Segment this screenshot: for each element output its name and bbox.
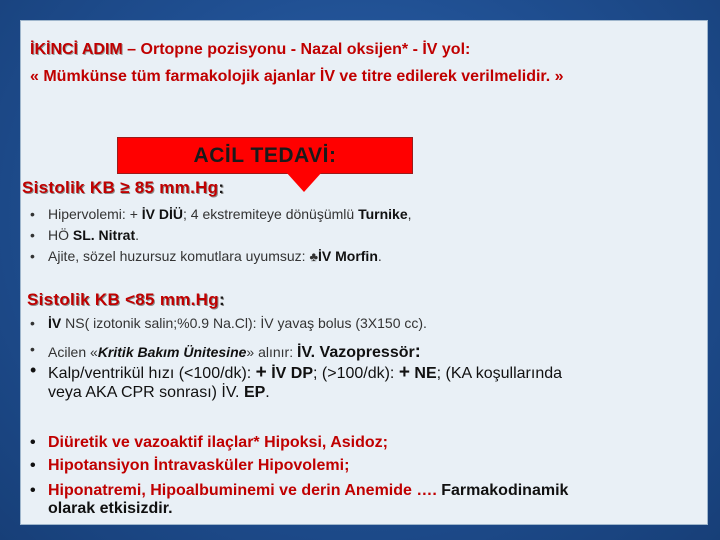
bullet-icon: • (30, 360, 37, 380)
item-text: ; 4 ekstremiteye dönüşümlü (183, 206, 359, 222)
section1-heading (22, 178, 224, 198)
item-text: . (377, 248, 382, 264)
item-text: Hiponatremi, Hipoalbuminemi ve derin Anemide …. (48, 482, 437, 499)
item-text: . (265, 384, 270, 401)
item-bold: İV DİÜ (141, 206, 183, 222)
intro-line-1-text: – Ortopne pozisyonu - Nazal oksijen* - İV yol: (122, 41, 471, 58)
down-arrow-icon (286, 172, 322, 192)
section2-heading-text: Sistolik KB <85 mm.Hg (27, 290, 219, 309)
item-text: NS( izotonik salin;%0.9 Na.Cl): İV yavaş bolus (3X150 cc). (61, 315, 427, 331)
list-item-continuation (48, 500, 173, 518)
item-bold: SL. Nitrat (72, 227, 136, 243)
item-italic: Kritik Bakım Ünitesine (97, 344, 247, 360)
item-bold: : (414, 341, 421, 361)
item-text: , (407, 206, 412, 222)
section1-heading-colon: : (218, 178, 225, 197)
bullet-icon: • (30, 227, 35, 243)
item-text: » alınır: (246, 344, 298, 360)
plus-icon: + (255, 362, 267, 383)
item-bold: İV. Vazopressör (297, 344, 415, 361)
item-bold: EP (243, 384, 266, 401)
item-bold: İV (48, 315, 62, 331)
item-text: . (135, 227, 140, 243)
item-text: Kalp/ventrikül hızı (<100/dk): (48, 365, 256, 382)
section2-heading (27, 290, 225, 310)
section2-heading-colon: : (218, 290, 225, 309)
item-text: Hipervolemi: + (48, 206, 142, 222)
bullet-icon: • (30, 341, 35, 357)
bullet-icon: • (30, 206, 35, 222)
step-label: İKİNCİ ADIM (30, 41, 123, 58)
bullet-icon: • (30, 457, 36, 474)
acil-tedavi-box (117, 137, 413, 174)
section1-heading-text: Sistolik KB ≥ 85 mm.Hg (22, 178, 219, 197)
bullet-icon: • (30, 482, 36, 499)
item-bold: Turnike (358, 206, 408, 222)
item-text: ; (>100/dk): (313, 365, 399, 382)
item-text: Diüretik ve vazoaktif ilaçlar* Hipoksi, Asidoz; (48, 434, 388, 451)
item-text: veya AKA CPR sonrası) İV. (48, 384, 244, 401)
club-icon: ♣ (309, 249, 318, 264)
acil-tedavi-label: ACİL TEDAVİ: (193, 144, 337, 167)
item-bold: NE (409, 365, 437, 382)
item-bold: İV Morfin (317, 248, 378, 264)
list-item-continuation (48, 384, 270, 402)
bullet-icon: • (30, 434, 36, 451)
intro-line-2: « Mümkünse tüm farmakolojik ajanlar İV ve titre edilerek verilmelidir. » (30, 68, 564, 85)
bullet-icon: • (30, 248, 35, 264)
bullet-icon: • (30, 315, 35, 331)
item-text: Acilen « (48, 344, 98, 360)
item-text: Ajite, sözel huzursuz komutlara uyumsuz: (48, 248, 310, 264)
item-bold: İV DP (266, 365, 313, 382)
item-text: Hipotansiyon İntravasküler Hipovolemi; (48, 457, 350, 474)
intro-line-1 (30, 41, 470, 59)
plus-icon: + (398, 362, 410, 383)
item-text: ; (KA koşullarında (436, 365, 563, 382)
item-text-black: olarak etkisizdir. (48, 500, 173, 517)
item-text: HÖ (48, 227, 73, 243)
item-text-black: Farmakodinamik (436, 482, 569, 499)
